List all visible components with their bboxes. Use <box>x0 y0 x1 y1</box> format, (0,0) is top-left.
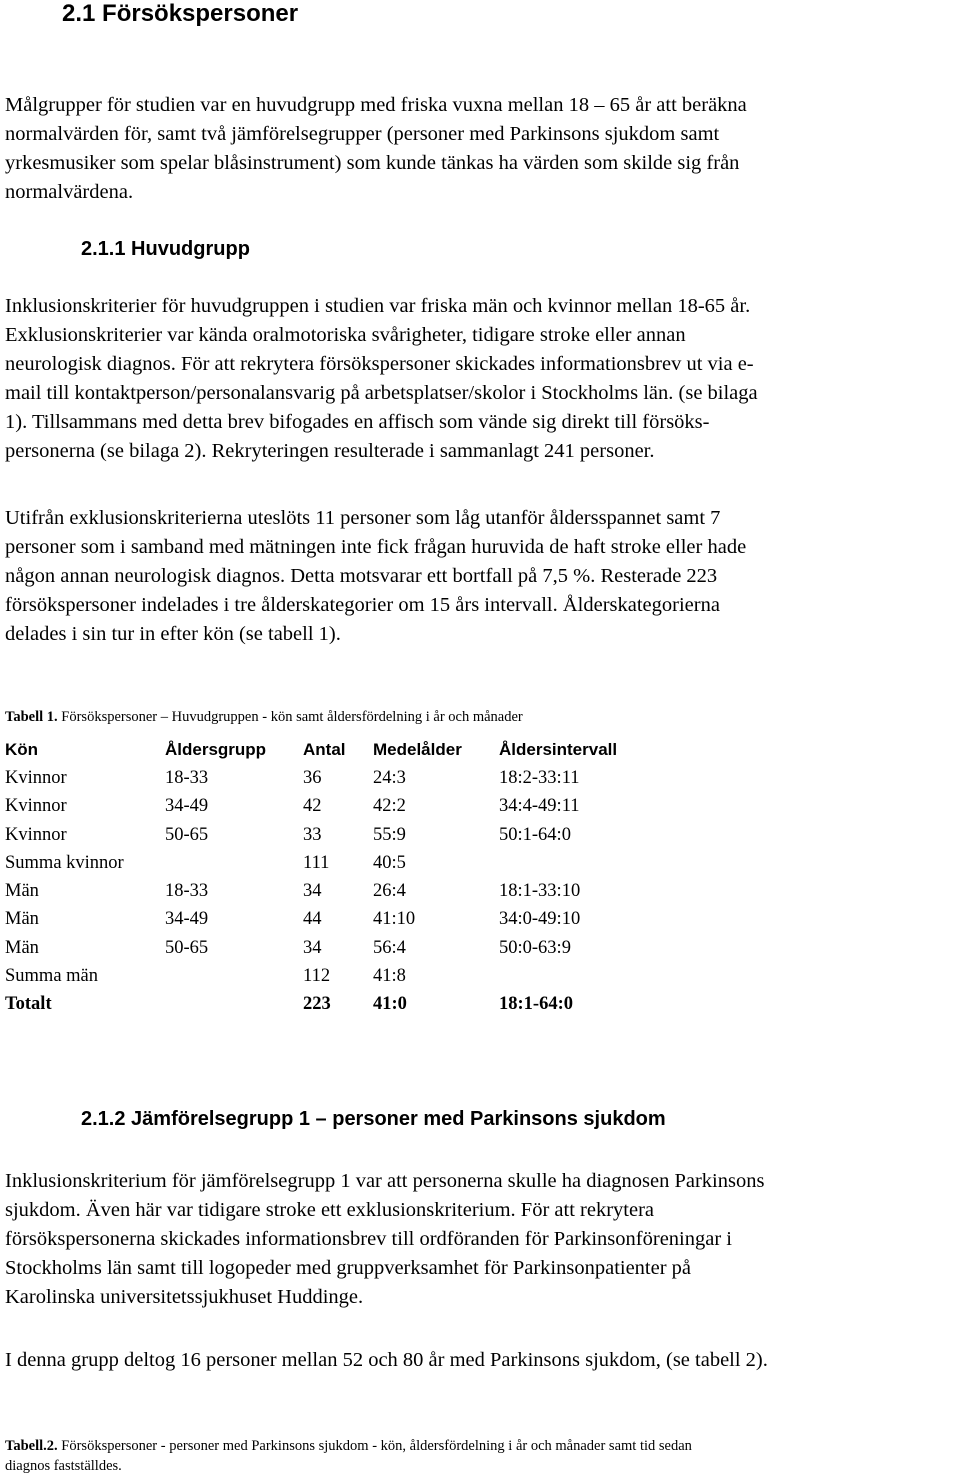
table-cell <box>165 991 303 1019</box>
text-line: Inklusionskriterier för huvudgruppen i studien var friska män och kvinnor mellan 18-65 år. <box>5 295 751 317</box>
table2-caption-label: Tabell.2. <box>5 1438 58 1454</box>
column-header: Antal <box>303 740 346 760</box>
table-cell: 55:9 <box>373 824 406 845</box>
table-cell: Summa kvinnor <box>5 852 124 873</box>
table-cell: Män <box>5 937 39 958</box>
table-cell: 50-65 <box>165 824 209 845</box>
text-line: normalvärdena. <box>5 181 134 203</box>
column-header: Åldersgrupp <box>165 740 267 760</box>
table-row <box>5 962 659 990</box>
text-line: försökspersoner indelades i tre ålderskategorier om 15 års intervall. Ålderskategorierna <box>5 594 720 616</box>
table2-caption <box>5 1436 692 1476</box>
table-cell: 18:1-64:0 <box>499 994 573 1015</box>
table-cell: 34 <box>303 937 322 958</box>
table1-caption-text: Försökspersoner – Huvudgruppen - kön samt åldersfördelning i år och månader <box>57 709 523 725</box>
text-line: delades i sin tur in efter kön (se tabell 1). <box>5 623 341 645</box>
text-line: försökspersonerna skickades informationsbrev till ordföranden för Parkinsonföreningar i <box>5 1228 732 1250</box>
table-cell: 223 <box>303 994 331 1015</box>
table-cell: 34:4-49:11 <box>499 796 580 817</box>
table-cell: 56:4 <box>373 937 406 958</box>
table-cell: 111 <box>303 852 330 873</box>
table-cell: 34 <box>303 881 322 902</box>
table-cell: 42 <box>303 796 322 817</box>
column-header: Medelålder <box>373 740 462 760</box>
table-cell: Kvinnor <box>5 824 67 845</box>
parkinson-count-paragraph: I denna grupp deltog 16 personer mellan 52 och 80 år med Parkinsons sjukdom, (se tabell 2). <box>5 1349 768 1371</box>
text-line: yrkesmusiker som spelar blåsinstrument) som kunde tänkas ha värden som skilde sig från <box>5 152 740 174</box>
table-age-distribution <box>5 736 659 1019</box>
table-cell: Män <box>5 881 39 902</box>
text-line: personerna (se bilaga 2). Rekryteringen resulterade i sammanlagt 241 personer. <box>5 440 655 462</box>
table-row <box>5 764 659 792</box>
table-header-row <box>5 736 659 764</box>
text-line: Målgrupper för studien var en huvudgrupp med friska vuxna mellan 18 – 65 år att beräkna <box>5 94 747 116</box>
table-cell <box>165 962 303 990</box>
table-cell: 41:10 <box>373 909 416 930</box>
text-line: Inklusionskriterium för jämförelsegrupp 1 var att personerna skulle ha diagnosen Parkinsons <box>5 1170 765 1192</box>
table-total-row <box>5 991 659 1019</box>
column-header: Kön <box>5 740 39 760</box>
table-cell: Kvinnor <box>5 796 67 817</box>
table-cell: 50:0-63:9 <box>499 937 571 958</box>
subsection-heading-huvudgrupp: 2.1.1 Huvudgrupp <box>81 238 250 260</box>
table-cell: 36 <box>303 767 322 788</box>
text-line: sjukdom. Även här var tidigare stroke ett exklusionskriterium. För att rekrytera <box>5 1199 654 1221</box>
table-cell: 34-49 <box>165 909 209 930</box>
table-cell: 44 <box>303 909 322 930</box>
table-cell: Män <box>5 909 39 930</box>
table-cell: 40:5 <box>373 852 406 873</box>
table-cell: 41:0 <box>373 994 407 1015</box>
table-cell: 33 <box>303 824 322 845</box>
text-line: Exklusionskriterier var kända oralmotoriska svårigheter, tidigare stroke eller annan <box>5 324 686 346</box>
section-heading: 2.1 Försökspersoner <box>62 0 299 27</box>
table-row <box>5 821 659 849</box>
table-cell: 50-65 <box>165 937 209 958</box>
text-line: 1). Tillsammans med detta brev bifogades en affisch som vände sig direkt till försöks- <box>5 411 710 433</box>
table-cell <box>165 849 303 877</box>
table-cell: 18-33 <box>165 881 209 902</box>
text-line: personer som i samband med mätningen inte fick frågan huruvida de haft stroke eller hade <box>5 536 747 558</box>
table2-caption-text: Försökspersoner - personer med Parkinsons sjukdom - kön, åldersfördelning i år och månader samt tid sedan <box>57 1438 692 1454</box>
inclusion-paragraph <box>5 292 758 466</box>
table-cell: 26:4 <box>373 881 406 902</box>
table-cell: 112 <box>303 966 331 987</box>
text-line: Karolinska universitetssjukhuset Huddinge. <box>5 1286 364 1308</box>
table1-caption-label: Tabell 1. <box>5 709 58 725</box>
table-cell: Totalt <box>5 994 52 1015</box>
text-line: normalvärden för, samt två jämförelsegrupper (personer med Parkinsons sjukdom samt <box>5 123 720 145</box>
parkinson-inclusion-paragraph <box>5 1167 764 1312</box>
table-cell: 18:1-33:10 <box>499 881 581 902</box>
text-line: mail till kontaktperson/personalansvarig på arbetsplatser/skolor i Stockholms län. (se bilaga <box>5 382 758 404</box>
column-header: Åldersintervall <box>499 740 618 760</box>
table-cell: Summa män <box>5 966 99 987</box>
table-cell: 42:2 <box>373 796 406 817</box>
table-row <box>5 877 659 905</box>
text-line: Utifrån exklusionskriterierna uteslöts 11 personer som låg utanför åldersspannet samt 7 <box>5 507 721 529</box>
intro-paragraph <box>5 91 747 207</box>
table-cell: Kvinnor <box>5 767 67 788</box>
table-cell: 18:2-33:11 <box>499 767 580 788</box>
table-row <box>5 934 659 962</box>
table-cell: 50:1-64:0 <box>499 824 571 845</box>
table-cell: 24:3 <box>373 767 406 788</box>
table-cell <box>499 962 659 990</box>
table-row <box>5 793 659 821</box>
table-cell: 34:0-49:10 <box>499 909 581 930</box>
table-cell: 18-33 <box>165 767 209 788</box>
text-line: någon annan neurologisk diagnos. Detta motsvarar ett bortfall på 7,5 %. Resterade 223 <box>5 565 718 587</box>
table2-caption-continuation: diagnos fastställdes. <box>5 1458 122 1474</box>
table-cell: 41:8 <box>373 966 406 987</box>
table-row <box>5 906 659 934</box>
table-cell <box>499 849 659 877</box>
table-cell: 34-49 <box>165 796 209 817</box>
table1-caption <box>5 709 523 726</box>
text-line: Stockholms län samt till logopeder med gruppverksamhet för Parkinsonpatienter på <box>5 1257 692 1279</box>
text-line: neurologisk diagnos. För att rekrytera försökspersoner skickades informationsbrev ut via e- <box>5 353 754 375</box>
subsection-heading-parkinson: 2.1.2 Jämförelsegrupp 1 – personer med Parkinsons sjukdom <box>81 1108 666 1130</box>
exclusion-paragraph <box>5 504 746 649</box>
table-row <box>5 849 659 877</box>
